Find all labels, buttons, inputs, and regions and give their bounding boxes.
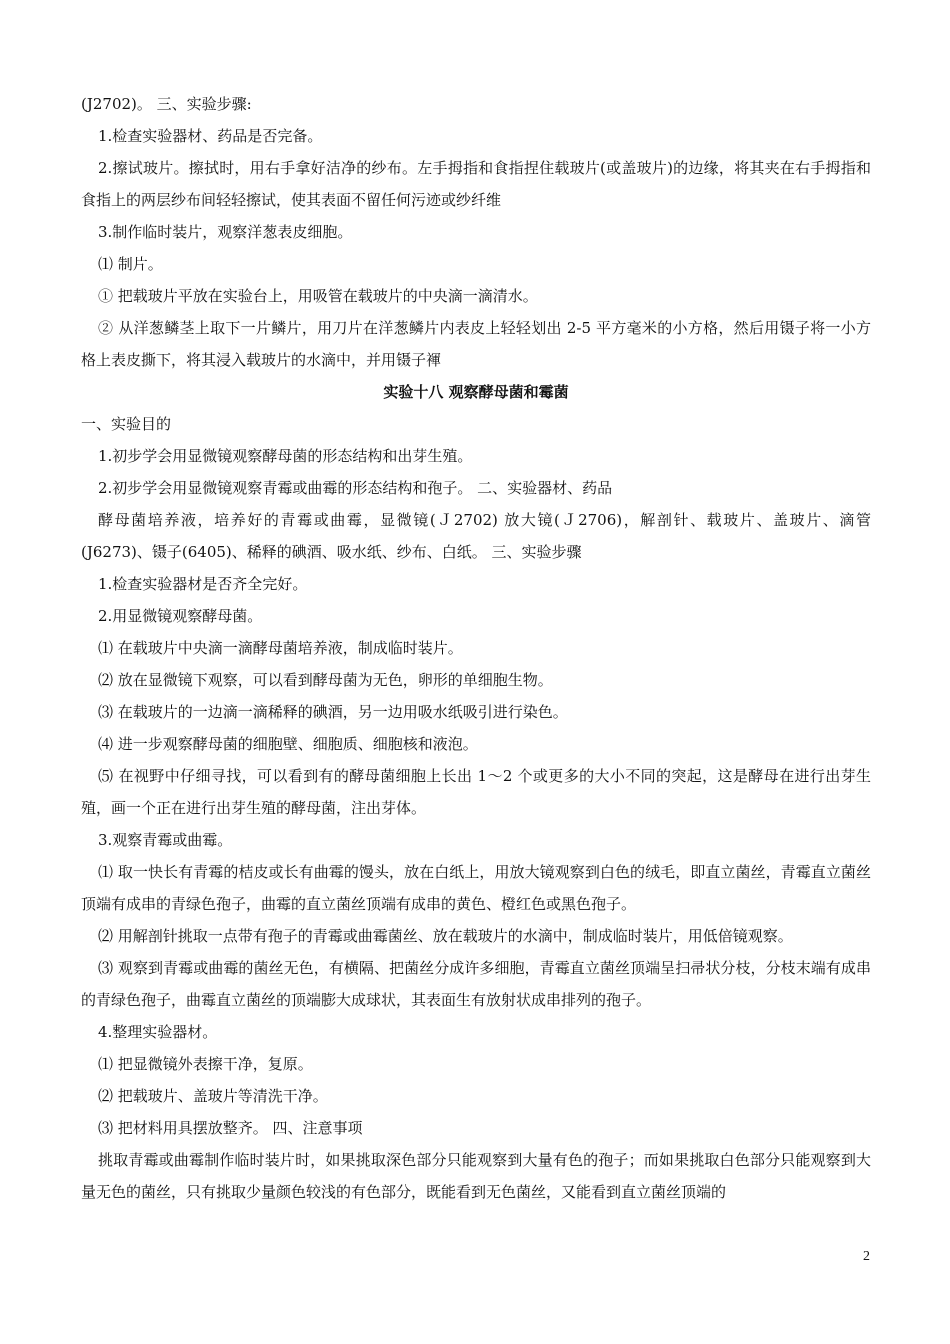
document-page bbox=[81, 88, 871, 1208]
paragraph: 酵母菌培养液，培养好的青霉或曲霉，显微镜(Ｊ2702) 放大镜(Ｊ2706)，解剖针、载玻片、盖玻片、滴管(J6273)、镊子(6405)、稀释的碘酒、吸水纸、纱布、白纸。 三、实验步骤 bbox=[81, 511, 871, 561]
paragraph: ⑵ 把载玻片、盖玻片等清洗干净。 bbox=[98, 1087, 328, 1105]
paragraph: 2.用显微镜观察酵母菌。 bbox=[98, 607, 263, 625]
paragraph: 1.检查实验器材是否齐全完好。 bbox=[98, 575, 308, 593]
paragraph: ⑷ 进一步观察酵母菌的细胞壁、细胞质、细胞核和液泡。 bbox=[98, 735, 478, 753]
paragraph: 3.观察青霉或曲霉。 bbox=[98, 831, 233, 849]
paragraph: ⑵ 放在显微镜下观察，可以看到酵母菌为无色，卵形的单细胞生物。 bbox=[98, 671, 553, 689]
paragraph: ① 把载玻片平放在实验台上，用吸管在载玻片的中央滴一滴清水。 bbox=[98, 287, 538, 305]
paragraph: 4.整理实验器材。 bbox=[98, 1023, 218, 1041]
paragraph: ⑴ 把显微镜外表擦干净，复原。 bbox=[98, 1055, 313, 1073]
paragraph: ⑴ 制片。 bbox=[98, 255, 163, 273]
paragraph: ⑵ 用解剖针挑取一点带有孢子的青霉或曲霉菌丝、放在载玻片的水滴中，制成临时装片，用低倍镜观察。 bbox=[98, 927, 793, 945]
paragraph: 一、实验目的 bbox=[81, 415, 172, 433]
section-title: 实验十八 观察酵母菌和霉菌 bbox=[383, 383, 569, 401]
page-number: 2 bbox=[863, 1249, 870, 1264]
paragraph: (J2702)。 三、实验步骤: bbox=[81, 95, 252, 113]
paragraph: ⑶ 观察到青霉或曲霉的菌丝无色，有横隔、把菌丝分成许多细胞，青霉直立菌丝顶端呈扫帚状分枝，分枝末端有成串的青绿色孢子，曲霉直立菌丝的顶端膨大成球状，其表面生有放射状成串排列的孢子。 bbox=[81, 959, 871, 1009]
paragraph: ⑴ 在载玻片中央滴一滴酵母菌培养液，制成临时装片。 bbox=[98, 639, 463, 657]
paragraph: 1.检查实验器材、药品是否完备。 bbox=[98, 127, 323, 145]
paragraph: 1.初步学会用显微镜观察酵母菌的形态结构和出芽生殖。 bbox=[98, 447, 473, 465]
paragraph: ⑶ 在载玻片的一边滴一滴稀释的碘酒，另一边用吸水纸吸引进行染色。 bbox=[98, 703, 568, 721]
paragraph: ⑸ 在视野中仔细寻找，可以看到有的酵母菌细胞上长出 1～2 个或更多的大小不同的突起，这是酵母在进行出芽生殖，画一个正在进行出芽生殖的酵母菌，注出芽体。 bbox=[81, 767, 871, 817]
paragraph: ② 从洋葱鳞茎上取下一片鳞片，用刀片在洋葱鳞片内表皮上轻轻划出 2-5 平方毫米的小方格，然后用镊子将一小方格上表皮撕下，将其浸入载玻片的水滴中，并用镊子褌 bbox=[81, 319, 871, 369]
paragraph: 3.制作临时装片，观察洋葱表皮细胞。 bbox=[98, 223, 353, 241]
paragraph: ⑶ 把材料用具摆放整齐。 四、注意事项 bbox=[98, 1119, 363, 1137]
paragraph: ⑴ 取一快长有青霉的桔皮或长有曲霉的馒头，放在白纸上，用放大镜观察到白色的绒毛，即直立菌丝，青霉直立菌丝顶端有成串的青绿色孢子，曲霉的直立菌丝顶端有成串的黄色、橙红色或黑色孢子。 bbox=[81, 863, 871, 913]
paragraph: 2.初步学会用显微镜观察青霉或曲霉的形态结构和孢子。 二、实验器材、药品 bbox=[98, 479, 613, 497]
paragraph: 2.擦试玻片。擦拭时，用右手拿好洁净的纱布。左手拇指和食指捏住载玻片(或盖玻片)的边缘，将其夹在右手拇指和食指上的两层纱布间轻轻擦试，使其表面不留任何污迹或纱纤维 bbox=[81, 159, 871, 209]
paragraph: 挑取青霉或曲霉制作临时装片时，如果挑取深色部分只能观察到大量有色的孢子；而如果挑取白色部分只能观察到大量无色的菌丝，只有挑取少量颜色较浅的有色部分，既能看到无色菌丝，又能看到直立菌丝顶端的 bbox=[81, 1151, 871, 1201]
